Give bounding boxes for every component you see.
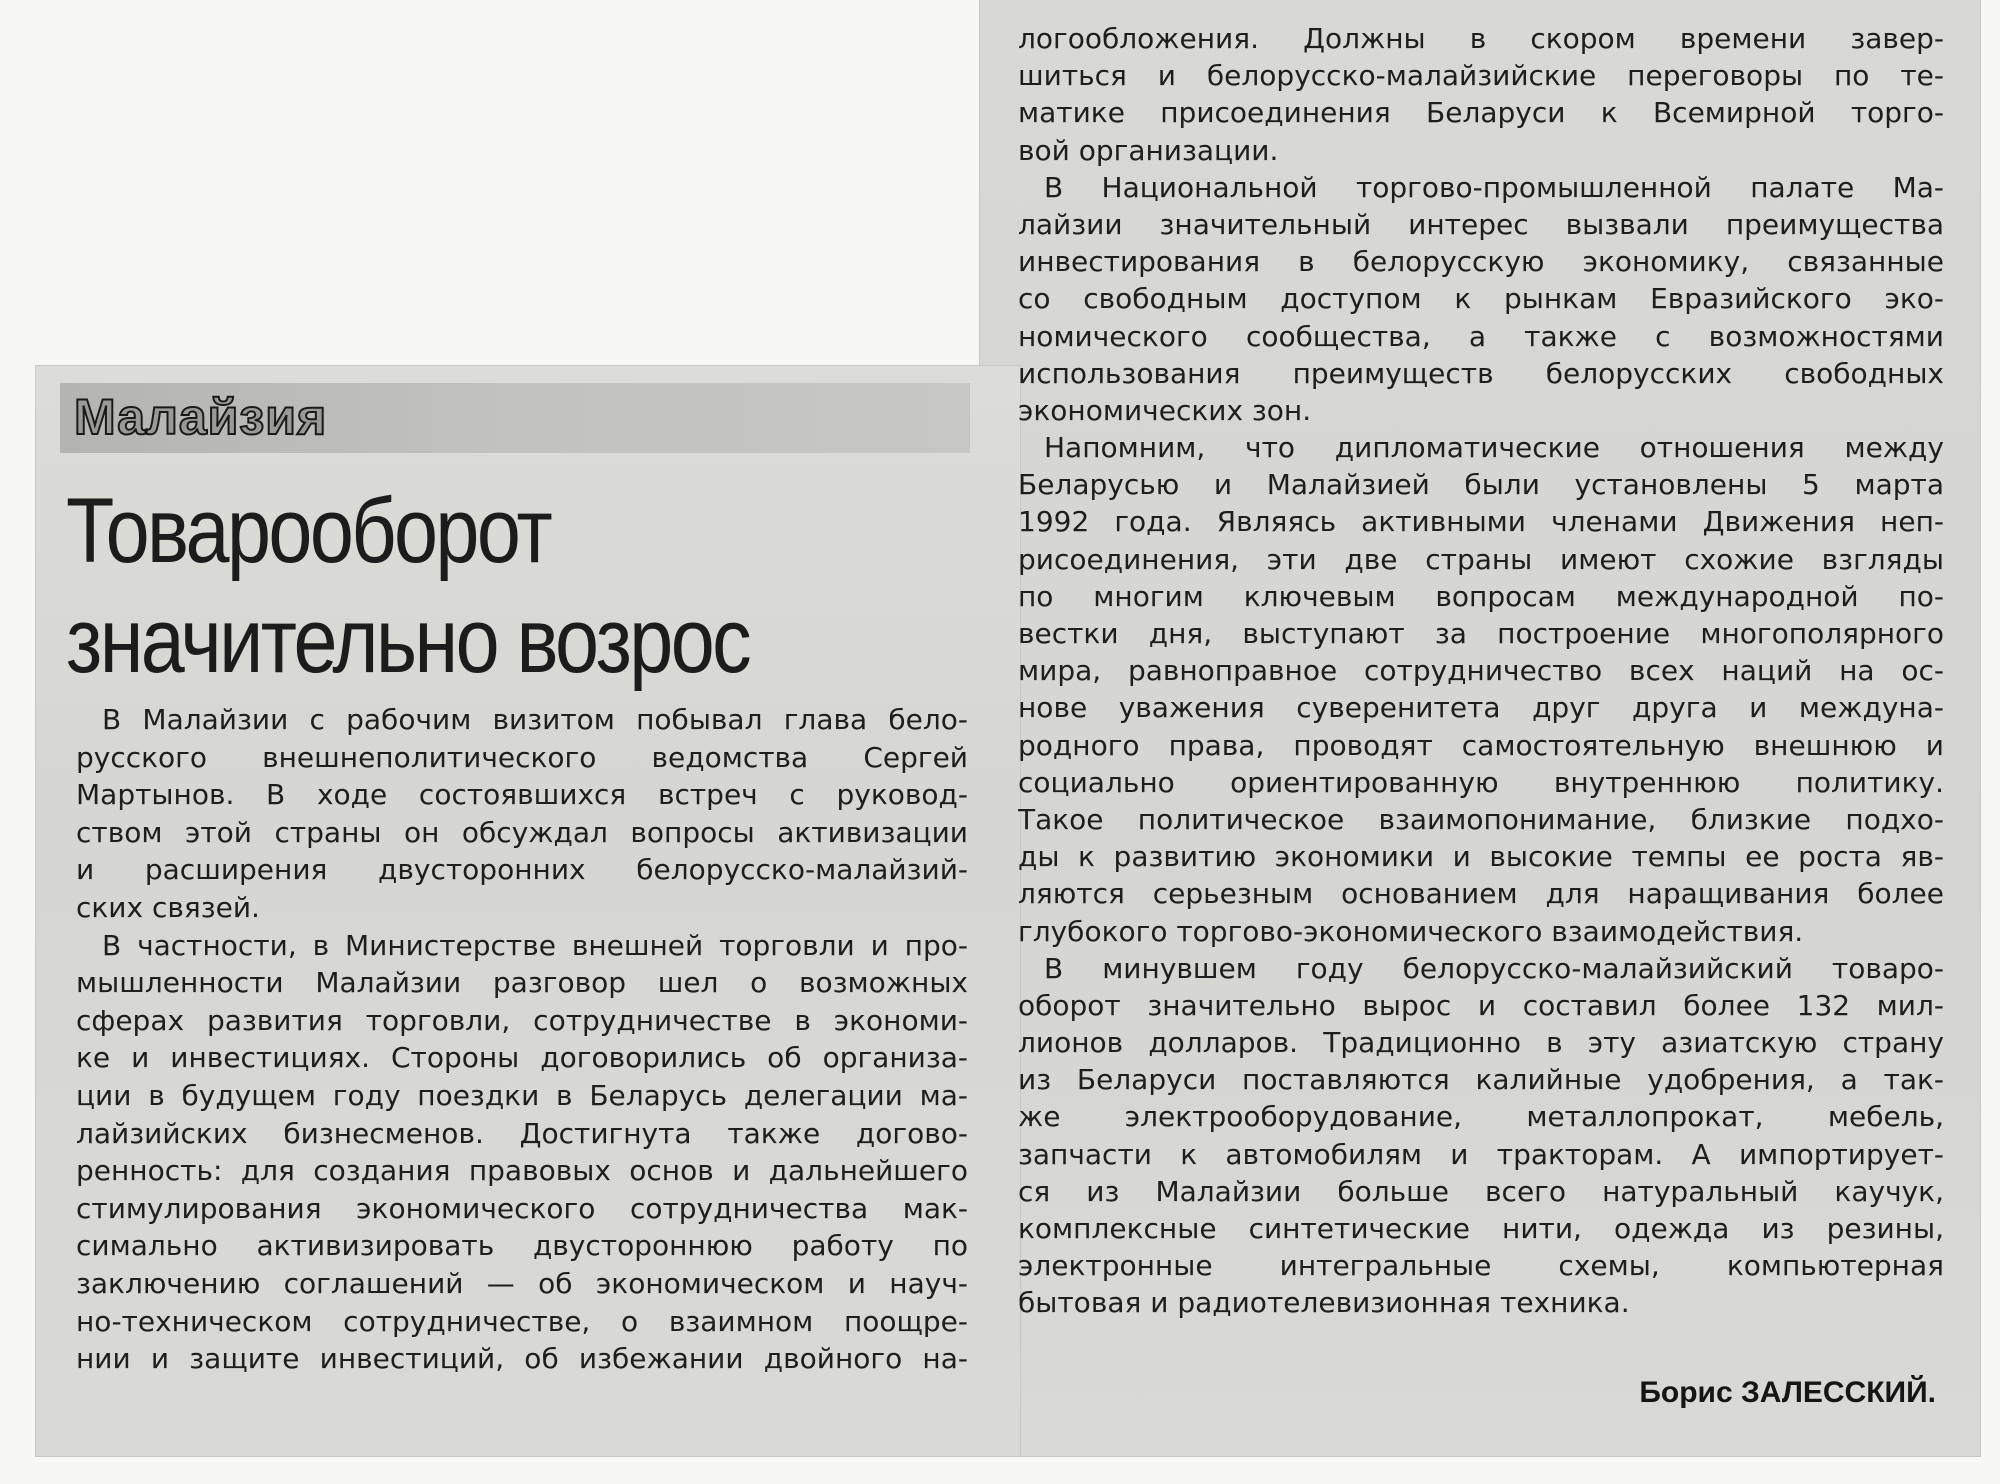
text-line: электронные интегральные схемы, компьютерная <box>1018 1249 1944 1283</box>
text-line: по многим ключевым вопросам международной по- <box>1018 579 1944 613</box>
text-line: ляются серьезным основанием для наращивания более <box>1018 877 1944 911</box>
text-line: бытовая и радиотелевизионная техника. <box>1018 1286 1630 1320</box>
text-line: же электрооборудование, металлопрокат, мебель, <box>1018 1100 1944 1134</box>
headline-line-1: Товарооборот <box>66 480 551 582</box>
text-line: ских связей. <box>76 890 260 924</box>
article-author: Борис ЗАЛЕССКИЙ. <box>1639 1376 1936 1409</box>
text-line: лионов долларов. Традиционно в эту азиатскую страну <box>1018 1026 1944 1060</box>
text-line: сферах развития торговли, сотрудничестве в экономи- <box>76 1003 968 1037</box>
text-line: мышленности Малайзии разговор шел о возможных <box>76 966 968 1000</box>
text-line: шиться и белорусско-малайзийские переговоры по те- <box>1018 59 1944 93</box>
rubric-label: Малайзия <box>74 389 328 445</box>
text-line: заключению соглашений — об экономическом и науч- <box>76 1266 968 1300</box>
text-line: рисоединения, эти две страны имеют схожие взгляды <box>1018 542 1944 576</box>
text-line: матике присоединения Беларуси к Всемирной торго- <box>1018 96 1944 130</box>
text-line: из Беларуси поставляются калийные удобрения, а так- <box>1018 1063 1944 1097</box>
text-line: Напомним, что дипломатические отношения между <box>1044 431 1944 465</box>
text-line: запчасти к автомобилям и тракторам. А импортирует- <box>1018 1137 1944 1171</box>
text-line: В Национальной торгово-промышленной палате Ма- <box>1044 170 1944 204</box>
headline-line-2: значительно возрос <box>66 590 750 692</box>
text-line: глубокого торгово-экономического взаимодействия. <box>1018 914 1804 948</box>
text-line: лайзийских бизнесменов. Достигнута также догово- <box>76 1116 968 1150</box>
text-line: вой организации. <box>1018 133 1279 167</box>
text-line: ды к развитию экономики и высокие темпы ее роста яв- <box>1018 840 1944 874</box>
text-line: инвестирования в белорусскую экономику, связанные <box>1018 245 1944 279</box>
text-line: стимулирования экономического сотрудничества мак- <box>76 1191 968 1225</box>
text-line: оборот значительно вырос и составил более 132 мил- <box>1018 988 1944 1022</box>
text-line: В Малайзии с рабочим визитом побывал глава бело- <box>102 703 968 736</box>
text-line: комплексные синтетические нити, одежда из резины, <box>1018 1212 1944 1245</box>
text-line: родного права, проводят самостоятельную внешнюю и <box>1018 728 1944 762</box>
text-line: В минувшем году белорусско-малайзийский товаро- <box>1044 951 1944 985</box>
text-line: ся из Малайзии больше всего натуральный каучук, <box>1018 1174 1944 1208</box>
text-line: 1992 года. Являясь активными членами Движения неп- <box>1018 505 1944 539</box>
text-line: симально активизировать двустороннюю работу по <box>76 1229 968 1263</box>
text-line: ке и инвестициях. Стороны договорились об организа- <box>76 1041 968 1075</box>
text-line: использования преимуществ белорусских свободных <box>1018 356 1944 390</box>
text-line: вестки дня, выступают за построение многополярного <box>1018 617 1944 650</box>
text-line: ции в будущем году поездки в Беларусь делегации ма- <box>76 1078 968 1112</box>
text-line: экономических зон. <box>1018 393 1312 427</box>
text-line: нове уважения суверенитета друг друга и междуна- <box>1018 691 1944 725</box>
text-line: мира, равноправное сотрудничество всех наций на ос- <box>1018 654 1944 688</box>
text-line: русского внешнеполитического ведомства Сергей <box>76 740 968 774</box>
text-line: логообложения. Должны в скором времени завер- <box>1018 22 1944 55</box>
text-line: со свободным доступом к рынкам Евразийского эко- <box>1018 282 1944 316</box>
text-line: Беларусью и Малайзией были установлены 5 марта <box>1018 468 1944 502</box>
text-line: В частности, в Министерстве внешней торговли и про- <box>102 928 968 962</box>
text-line: Такое политическое взаимопонимание, близкие подхо- <box>1018 802 1944 836</box>
text-line: но-техническом сотрудничестве, о взаимном поощре- <box>76 1304 968 1338</box>
article-column-right <box>1018 20 1944 1322</box>
text-line: ренность: для создания правовых основ и дальнейшего <box>76 1154 968 1188</box>
text-line: ством этой страны он обсуждал вопросы активизации <box>76 815 968 849</box>
article-column-left <box>76 701 968 1378</box>
text-line: нии и защите инвестиций, об избежании двойного на- <box>76 1342 968 1376</box>
text-line: и расширения двусторонних белорусско-малайзий- <box>76 853 968 887</box>
text-line: лайзии значительный интерес вызвали преимущества <box>1018 207 1944 241</box>
article-headline <box>66 476 840 696</box>
text-line: Мартынов. В ходе состоявшихся встреч с руковод- <box>76 778 968 812</box>
text-line: номического сообщества, а также с возможностями <box>1018 319 1944 353</box>
text-line: социально ориентированную внутреннюю политику. <box>1018 765 1944 799</box>
